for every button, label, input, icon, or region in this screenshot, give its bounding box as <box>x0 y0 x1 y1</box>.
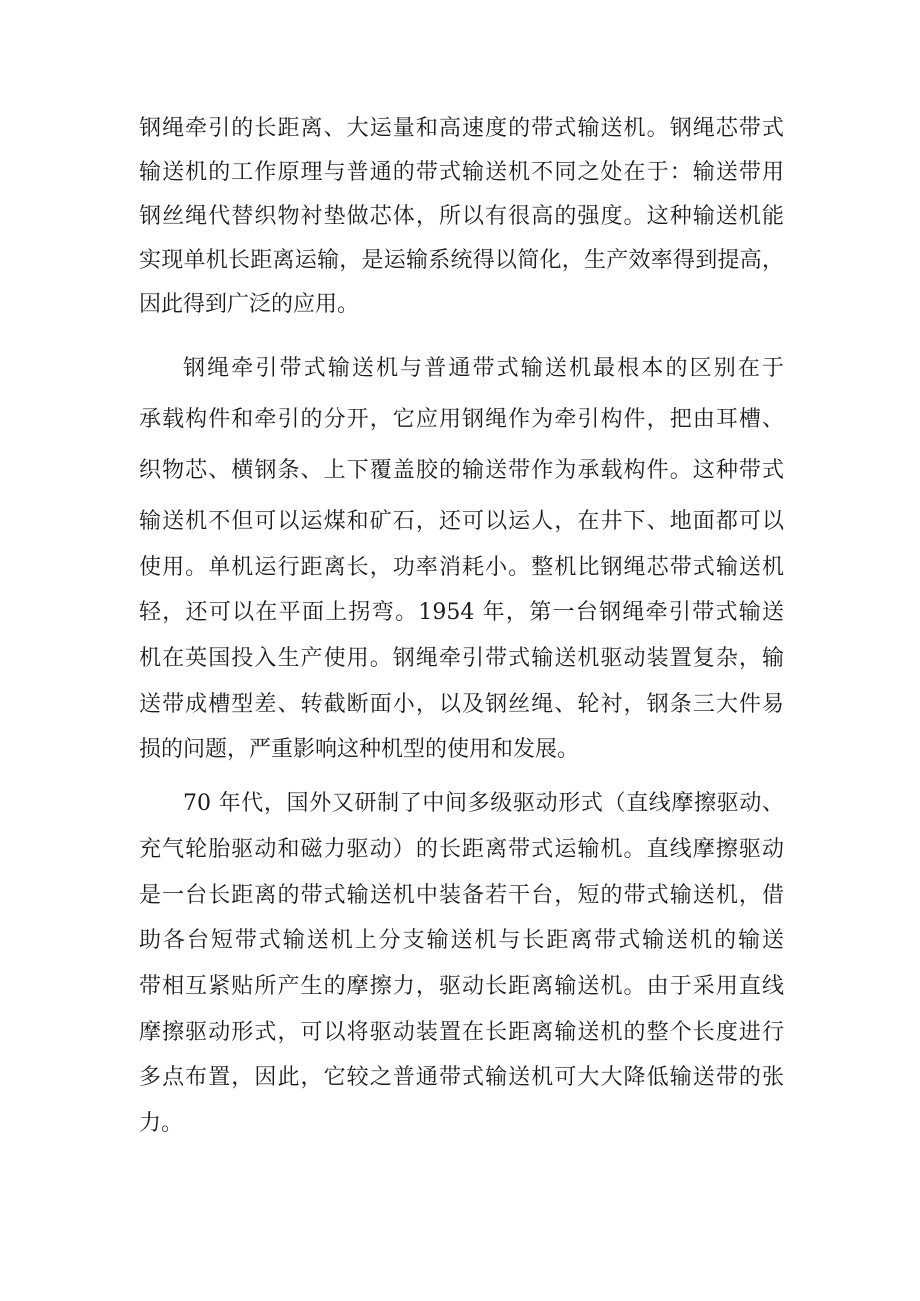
paragraph-1-line-2: 输送机的工作原理与普通的带式输送机不同之处在于：输送带用 <box>139 160 784 185</box>
paragraph-2-line-1: 钢绳牵引带式输送机与普通带式输送机最根本的区别在于 <box>183 356 784 381</box>
paragraph-3-line-7: 多点布置，因此，它较之普通带式输送机可大大降低输送带的张 <box>139 1065 784 1090</box>
paragraph-3-line-3: 是一台长距离的带式输送机中装备若干台，短的带式输送机，借 <box>139 883 784 908</box>
paragraph-2-line-7: 机在英国投入生产使用。钢绳牵引带式输送机驱动装置复杂，输 <box>139 646 784 671</box>
paragraph-3-line-6: 摩擦驱动形式，可以将驱动装置在长距离输送机的整个长度进行 <box>139 1020 784 1045</box>
paragraph-2-line-8: 送带成槽型差、转截断面小，以及钢丝绳、轮衬，钢条三大件易 <box>139 692 784 717</box>
paragraph-3-line-4: 助各台短带式输送机上分支输送机与长距离带式输送机的输送 <box>139 928 784 953</box>
paragraph-2-line-5: 使用。单机运行距离长，功率消耗小。整机比钢绳芯带式输送机 <box>139 555 784 580</box>
paragraph-3-line-2: 充气轮胎驱动和磁力驱动）的长距离带式运输机。直线摩擦驱动 <box>139 837 784 862</box>
paragraph-2-line-9: 损的问题，严重影响这种机型的使用和发展。 <box>139 737 580 762</box>
paragraph-2-line-6: 轻，还可以在平面上拐弯。1954 年，第一台钢绳牵引带式输送 <box>139 600 784 625</box>
paragraph-1-line-1: 钢绳牵引的长距离、大运量和高速度的带式输送机。钢绳芯带式 <box>139 116 784 141</box>
paragraph-2-line-4: 输送机不但可以运煤和矿石，还可以运人，在井下、地面都可以 <box>139 509 784 534</box>
paragraph-3-line-8: 力。 <box>139 1111 184 1136</box>
paragraph-3-line-5: 带相互紧贴所产生的摩擦力，驱动长距离输送机。由于采用直线 <box>139 974 784 999</box>
paragraph-2-line-2: 承载构件和牵引的分开，它应用钢绳作为牵引构件，把由耳槽、 <box>139 407 784 432</box>
paragraph-1-line-3: 钢丝绳代替织物衬垫做芯体，所以有很高的强度。这种输送机能 <box>139 204 784 229</box>
paragraph-2-line-3: 织物芯、横钢条、上下覆盖胶的输送带作为承载构件。这种带式 <box>139 458 784 483</box>
paragraph-1-line-4: 实现单机长距离运输，是运输系统得以简化，生产效率得到提高， <box>139 248 784 273</box>
paragraph-3-line-1: 70 年代，国外又研制了中间多级驱动形式（直线摩擦驱动、 <box>183 791 784 816</box>
paragraph-1-line-5: 因此得到广泛的应用。 <box>139 292 360 317</box>
